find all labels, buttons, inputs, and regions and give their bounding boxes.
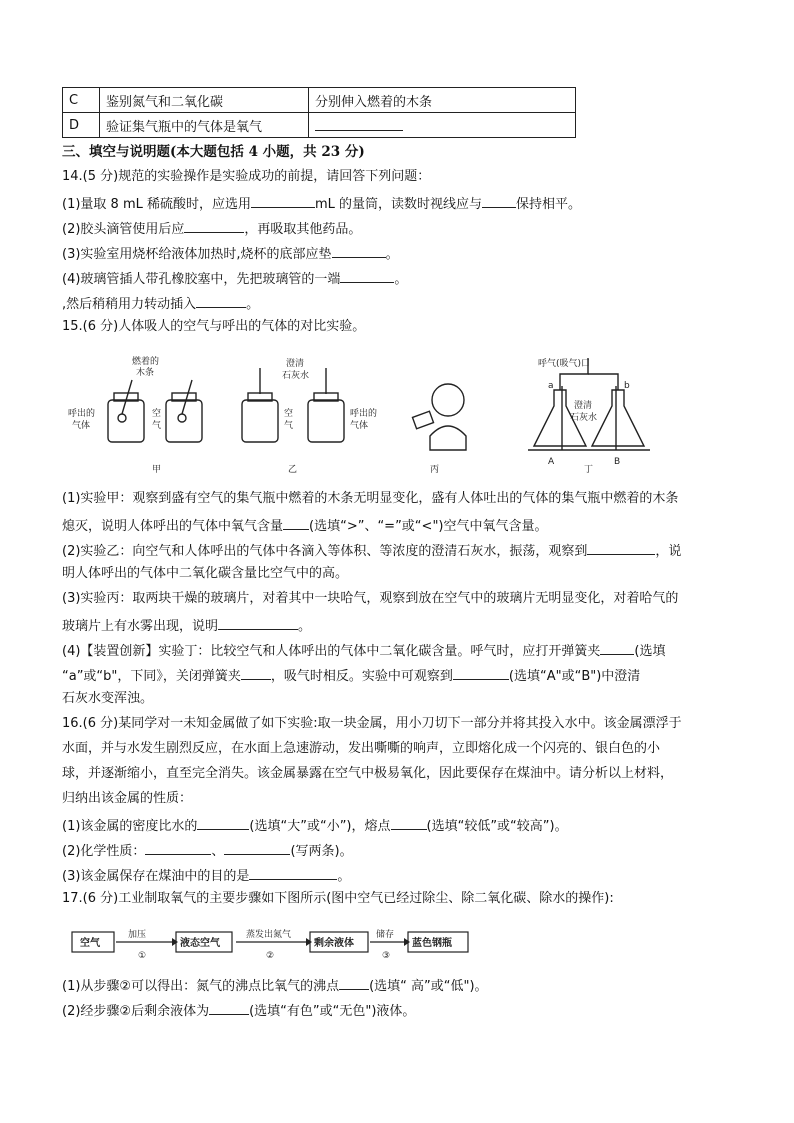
tube xyxy=(588,374,618,390)
fig-label: 气 xyxy=(284,421,294,431)
answer-blank[interactable] xyxy=(315,116,403,131)
flow-arrow-label: 加压 xyxy=(128,930,147,940)
question-line: 熄灭，说明人体呼出的气体中氧气含量 (选填“>”、“=”或“<")空气中氧气含量。 xyxy=(62,515,548,536)
question-stem: 16.(6 分)某同学对一未知金属做了如下实验:取一块金属，用小刀切下一部分并将其投入水中。该金属漂浮于 xyxy=(62,716,682,731)
answer-blank[interactable] xyxy=(391,815,427,830)
wooden-stick xyxy=(122,380,132,414)
fig-label: 石灰水 xyxy=(282,371,310,381)
table-cell: D xyxy=(63,113,100,138)
table-cell: 鉴别氮气和二氧化碳 xyxy=(100,88,309,113)
question-line: (2)胶头滴管使用后应 ，再吸取其他药品。 xyxy=(62,218,361,239)
glass-slide xyxy=(412,411,433,428)
question-line: (3)该金属保存在煤油中的目的是 。 xyxy=(62,865,350,886)
fig-label: 呼出的 xyxy=(68,409,96,419)
question-line: (2)经步骤②后剩余液体为 (选填“有色”或“无色")液体。 xyxy=(62,1000,415,1021)
flask xyxy=(592,390,644,446)
question-line: (3)实验室用烧杯给液体加热时,烧杯的底部应垫 。 xyxy=(62,243,399,264)
question-stem: 14.(5 分)规范的实验操作是实验成功的前提，请回答下列问题： xyxy=(62,169,431,184)
question-line: (1)从步骤②可以得出：氮气的沸点比氧气的沸点 (选填“ 高”或“低")。 xyxy=(62,975,488,996)
question-line: (2)实验乙：向空气和人体呼出的气体中各滴入等体积、等浓度的澄清石灰水，振荡，观察到 ，说 xyxy=(62,540,681,561)
flow-box-label: 蓝色钢瓶 xyxy=(412,938,452,949)
answer-blank[interactable] xyxy=(197,815,249,830)
gas-jar xyxy=(242,400,278,442)
fig-label: B xyxy=(614,457,621,467)
answer-blank[interactable] xyxy=(145,840,211,855)
flow-step-number: ② xyxy=(266,951,275,961)
flame-icon xyxy=(118,414,126,422)
answer-blank[interactable] xyxy=(251,193,315,208)
answer-blank[interactable] xyxy=(184,218,244,233)
question-line: 归纳出该金属的性质： xyxy=(62,791,193,806)
person-head xyxy=(432,384,464,416)
question-line: (2)化学性质： 、 (写两条)。 xyxy=(62,840,353,861)
fig-caption: 乙 xyxy=(288,465,298,474)
answer-blank[interactable] xyxy=(453,665,509,680)
question-line: (1)实验甲：观察到盛有空气的集气瓶中燃着的木条无明显变化，盛有人体吐出的气体的集气瓶中燃着的木条 xyxy=(62,491,679,506)
answer-blank[interactable] xyxy=(600,640,634,655)
flow-step-number: ③ xyxy=(382,951,391,961)
person-body xyxy=(430,426,466,450)
answer-blank[interactable] xyxy=(224,840,290,855)
question-line: 玻璃片上有水雾出现，说明 。 xyxy=(62,615,311,636)
answer-blank[interactable] xyxy=(196,293,246,308)
question-line: ,然后稍稍用力转动插入 。 xyxy=(62,293,259,314)
gas-jar xyxy=(308,400,344,442)
question-line: 石灰水变浑浊。 xyxy=(62,691,154,706)
fig-caption: 丙 xyxy=(430,465,440,474)
section-title: 三、填空与说明题(本大题包括 4 小题，共 23 分) xyxy=(62,144,365,160)
question-line: (1)量取 8 mL 稀硫酸时，应选用 mL 的量筒，读数时视线应与 保持相平。 xyxy=(62,193,581,214)
fig-label: 气体 xyxy=(72,421,91,431)
fig-label: 澄清 xyxy=(286,359,305,369)
answer-blank[interactable] xyxy=(241,665,271,680)
table-row xyxy=(63,113,576,138)
arrow-head xyxy=(306,938,312,946)
experiment-table xyxy=(62,87,576,138)
wooden-stick xyxy=(182,380,192,414)
fig-label: 燃着的 xyxy=(132,357,160,367)
table-row xyxy=(63,88,576,113)
question-stem: 17.(6 分)工业制取氧气的主要步骤如下图所示(图中空气已经过除尘、除二氧化碳、除水的操作): xyxy=(62,891,614,906)
gas-jar xyxy=(108,400,144,442)
flow-arrow-label: 储存 xyxy=(376,930,395,940)
flow-box-label: 液态空气 xyxy=(180,938,220,949)
answer-blank[interactable] xyxy=(332,243,386,258)
fig-label: 澄清 xyxy=(574,401,593,411)
table-cell: 分别伸入燃着的木条 xyxy=(309,88,576,113)
answer-blank[interactable] xyxy=(339,975,369,990)
question-line: (3)实验丙：取两块干燥的玻璃片，对着其中一块哈气，观察到放在空气中的玻璃片无明显变化，对着哈气的 xyxy=(62,591,679,606)
answer-blank[interactable] xyxy=(587,540,655,555)
fig-label: a xyxy=(548,381,554,391)
fig-label: 木条 xyxy=(136,368,155,378)
question-line: “a”或“b"，下同》，关闭弹簧夹 ，吸气时相反。实验中可观察到 (选填“A"或“B")中澄清 xyxy=(62,665,640,686)
arrow-head xyxy=(172,938,178,946)
fig-label: 气 xyxy=(152,421,162,431)
fig-label: 空 xyxy=(152,409,162,419)
fig-caption: 甲 xyxy=(152,465,162,474)
fig-label: 空 xyxy=(284,409,294,419)
table-cell: 验证集气瓶中的气体是氧气 xyxy=(100,113,309,138)
question-line: 水面，并与水发生剧烈反应，在水面上急速游动，发出嘶嘶的响声，立即熔化成一个闪亮的、银白色的小 xyxy=(62,741,661,756)
answer-blank[interactable] xyxy=(482,193,516,208)
answer-blank[interactable] xyxy=(283,515,309,530)
flow-arrow-label: 蒸发出氮气 xyxy=(246,930,292,940)
answer-blank[interactable] xyxy=(218,615,298,630)
fig-label: b xyxy=(624,381,630,391)
fig-label: 呼出的 xyxy=(350,409,378,419)
flow-box-label: 空气 xyxy=(80,938,100,949)
flow-step-number: ① xyxy=(138,951,147,961)
table-cell xyxy=(309,113,576,138)
table-cell: C xyxy=(63,88,100,113)
answer-blank[interactable] xyxy=(209,1000,249,1015)
question-line: 球，并逐渐缩小，直至完全消失。该金属暴露在空气中极易氧化，因此要保存在煤油中。请分析以上材料， xyxy=(62,766,674,781)
answer-blank[interactable] xyxy=(340,268,394,283)
fig-label: 气体 xyxy=(350,421,369,431)
fig-label: A xyxy=(548,457,555,467)
question-stem: 15.(6 分)人体吸人的空气与呼出的气体的对比实验。 xyxy=(62,319,366,334)
arrow-head xyxy=(404,938,410,946)
fig-label: 呼气(吸气)口 xyxy=(538,359,591,369)
question-line: (4)玻璃管插人带孔橡胶塞中，先把玻璃管的一端 。 xyxy=(62,268,407,289)
flame-icon xyxy=(178,414,186,422)
fig-label: 石灰水 xyxy=(570,413,598,423)
fig-caption: 丁 xyxy=(584,465,594,474)
question-line: 明人体呼出的气体中二氧化碳含量比空气中的高。 xyxy=(62,566,349,581)
flow-box-label: 剩余液体 xyxy=(314,938,354,949)
answer-blank[interactable] xyxy=(249,865,337,880)
question-line: (4)【装置创新】实验丁：比较空气和人体呼出的气体中二氧化碳含量。呼气时，应打开弹簧夹 (选填 xyxy=(62,640,666,661)
question-line: (1)该金属的密度比水的 (选填“大”或“小”)，熔点 (选填“较低”或“较高”)。 xyxy=(62,815,568,836)
process-flow-diagram xyxy=(70,922,490,964)
experiment-figure xyxy=(62,350,662,474)
